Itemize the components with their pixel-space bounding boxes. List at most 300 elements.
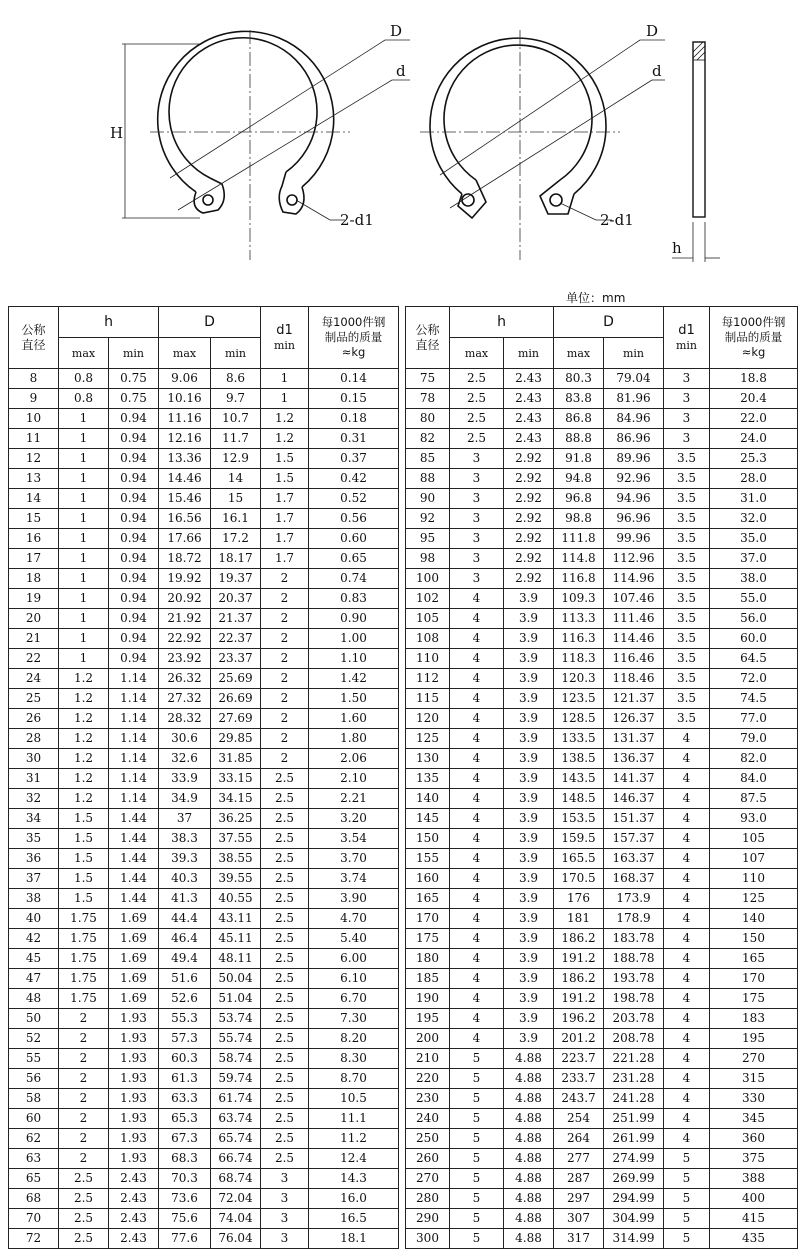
cell-h-max: 1 (59, 509, 109, 529)
cell-h-min: 1.14 (109, 749, 159, 769)
cell-D-max: 196.2 (554, 1009, 604, 1029)
cell-mass-per-1000: 38.0 (710, 569, 798, 589)
table-row (406, 1069, 798, 1089)
cell-D-min: 86.96 (604, 429, 664, 449)
cell-d1-min: 2 (261, 569, 309, 589)
right-ring-lug-right (540, 180, 574, 214)
cell-d1-min: 3 (261, 1189, 309, 1209)
cell-mass-per-1000: 6.10 (309, 969, 399, 989)
cell-d1-min: 1 (261, 389, 309, 409)
cell-d1-min: 4 (664, 949, 710, 969)
cell-h-max: 2.5 (59, 1209, 109, 1229)
table-row (9, 829, 399, 849)
cell-D-min: 107.46 (604, 589, 664, 609)
cell-h-min: 3.9 (504, 649, 554, 669)
cell-h-min: 1.14 (109, 789, 159, 809)
cell-D-min: 43.11 (211, 909, 261, 929)
cell-D-min: 14 (211, 469, 261, 489)
cell-D-min: 96.96 (604, 509, 664, 529)
cell-mass-per-1000: 6.70 (309, 989, 399, 1009)
table-row (406, 889, 798, 909)
cell-h-max: 5 (450, 1049, 504, 1069)
cell-h-max: 2 (59, 1089, 109, 1109)
table-row (406, 369, 798, 389)
header-mass-line3-right: ≈kg (741, 345, 766, 359)
cell-D-min: 251.99 (604, 1109, 664, 1129)
table-row (406, 389, 798, 409)
table-row (406, 409, 798, 429)
cell-mass-per-1000: 74.5 (710, 689, 798, 709)
cell-D-max: 15.46 (159, 489, 211, 509)
cell-D-max: 123.5 (554, 689, 604, 709)
header-h-min-right: min (504, 338, 554, 369)
cell-h-min: 3.9 (504, 1009, 554, 1029)
cell-d1-min: 3.5 (664, 629, 710, 649)
cell-h-max: 1 (59, 649, 109, 669)
header-D-min: min (211, 338, 261, 369)
cell-mass-per-1000: 195 (710, 1029, 798, 1049)
cell-h-max: 2.5 (450, 429, 504, 449)
cell-D-max: 41.3 (159, 889, 211, 909)
cell-D-max: 114.8 (554, 549, 604, 569)
cell-h-max: 1 (59, 629, 109, 649)
cell-D-min: 314.99 (604, 1229, 664, 1249)
cell-nominal-diameter: 175 (406, 929, 450, 949)
cell-h-min: 0.94 (109, 449, 159, 469)
right-ring-hole-left (462, 194, 474, 206)
cell-d1-min: 1.5 (261, 449, 309, 469)
cell-h-min: 2.92 (504, 449, 554, 469)
cell-D-min: 36.25 (211, 809, 261, 829)
cell-nominal-diameter: 34 (9, 809, 59, 829)
cell-h-max: 2 (59, 1109, 109, 1129)
cell-h-max: 1.2 (59, 709, 109, 729)
table-row (9, 449, 399, 469)
cell-D-min: 33.15 (211, 769, 261, 789)
cell-D-max: 233.7 (554, 1069, 604, 1089)
cell-D-max: 70.3 (159, 1169, 211, 1189)
cell-mass-per-1000: 84.0 (710, 769, 798, 789)
cell-h-min: 1.69 (109, 909, 159, 929)
cell-mass-per-1000: 11.1 (309, 1109, 399, 1129)
cell-D-max: 159.5 (554, 829, 604, 849)
cell-h-max: 3 (450, 509, 504, 529)
cell-h-max: 2 (59, 1129, 109, 1149)
cell-D-min: 10.7 (211, 409, 261, 429)
cell-nominal-diameter: 250 (406, 1129, 450, 1149)
cell-h-max: 1 (59, 589, 109, 609)
cell-D-max: 143.5 (554, 769, 604, 789)
cell-D-max: 201.2 (554, 1029, 604, 1049)
cell-h-max: 3 (450, 549, 504, 569)
cell-nominal-diameter: 25 (9, 689, 59, 709)
cell-D-max: 186.2 (554, 929, 604, 949)
cell-h-max: 4 (450, 649, 504, 669)
circlip-drawing-svg (0, 0, 800, 290)
cell-D-min: 274.99 (604, 1149, 664, 1169)
cell-D-min: 37.55 (211, 829, 261, 849)
cell-h-min: 1.93 (109, 1089, 159, 1109)
cell-d1-min: 4 (664, 1049, 710, 1069)
cell-h-max: 5 (450, 1069, 504, 1089)
cell-D-max: 128.5 (554, 709, 604, 729)
table-row (9, 609, 399, 629)
cell-h-max: 4 (450, 809, 504, 829)
cell-D-min: 203.78 (604, 1009, 664, 1029)
cell-h-max: 2 (59, 1149, 109, 1169)
cell-mass-per-1000: 0.60 (309, 529, 399, 549)
cell-mass-per-1000: 8.30 (309, 1049, 399, 1069)
table-row (406, 629, 798, 649)
cell-h-min: 0.94 (109, 569, 159, 589)
cell-D-min: 34.15 (211, 789, 261, 809)
cell-D-max: 67.3 (159, 1129, 211, 1149)
cell-nominal-diameter: 270 (406, 1169, 450, 1189)
cell-nominal-diameter: 160 (406, 869, 450, 889)
cell-D-min: 193.78 (604, 969, 664, 989)
cell-h-max: 3 (450, 489, 504, 509)
cell-h-max: 1 (59, 549, 109, 569)
table-row (406, 809, 798, 829)
header-mass-line2-right: 制品的质量 (724, 330, 783, 344)
table-row (406, 949, 798, 969)
cell-nominal-diameter: 280 (406, 1189, 450, 1209)
table-row (9, 589, 399, 609)
cell-h-max: 4 (450, 889, 504, 909)
right-ring-hole-right (550, 194, 562, 206)
cell-h-min: 3.9 (504, 929, 554, 949)
cell-D-min: 53.74 (211, 1009, 261, 1029)
cell-nominal-diameter: 52 (9, 1029, 59, 1049)
table-row (406, 849, 798, 869)
cell-h-min: 2.43 (109, 1169, 159, 1189)
cell-D-min: 261.99 (604, 1129, 664, 1149)
cell-mass-per-1000: 3.74 (309, 869, 399, 889)
cell-nominal-diameter: 24 (9, 669, 59, 689)
cell-h-min: 1.44 (109, 829, 159, 849)
spec-table-right-body (406, 369, 798, 1249)
table-row (406, 429, 798, 449)
table-row (9, 1169, 399, 1189)
cell-h-max: 4 (450, 689, 504, 709)
cell-d1-min: 3.5 (664, 529, 710, 549)
cell-d1-min: 4 (664, 869, 710, 889)
cell-D-min: 50.04 (211, 969, 261, 989)
cell-h-min: 3.9 (504, 869, 554, 889)
cell-D-max: 57.3 (159, 1029, 211, 1049)
cell-D-max: 18.72 (159, 549, 211, 569)
table-row (406, 689, 798, 709)
cell-mass-per-1000: 1.42 (309, 669, 399, 689)
header-nominal-line1: 公称 (21, 322, 46, 337)
cell-mass-per-1000: 0.42 (309, 469, 399, 489)
cell-D-max: 153.5 (554, 809, 604, 829)
cell-h-min: 4.88 (504, 1169, 554, 1189)
cell-d1-min: 3.5 (664, 649, 710, 669)
left-ring-hole-left (203, 195, 213, 205)
cell-D-max: 148.5 (554, 789, 604, 809)
cell-d1-min: 2.5 (261, 789, 309, 809)
cell-nominal-diameter: 145 (406, 809, 450, 829)
table-row (9, 789, 399, 809)
cell-D-max: 9.06 (159, 369, 211, 389)
cell-D-min: 51.04 (211, 989, 261, 1009)
cell-mass-per-1000: 82.0 (710, 749, 798, 769)
cell-h-max: 5 (450, 1229, 504, 1249)
header-h-max-right: max (450, 338, 504, 369)
cell-nominal-diameter: 16 (9, 529, 59, 549)
cell-mass-per-1000: 330 (710, 1089, 798, 1109)
cell-d1-min: 1.2 (261, 409, 309, 429)
cell-mass-per-1000: 32.0 (710, 509, 798, 529)
cell-d1-min: 3 (664, 429, 710, 449)
cell-h-max: 4 (450, 1009, 504, 1029)
cell-nominal-diameter: 56 (9, 1069, 59, 1089)
cell-h-max: 1.75 (59, 909, 109, 929)
table-row (9, 669, 399, 689)
cell-h-min: 3.9 (504, 809, 554, 829)
cell-h-min: 1.69 (109, 929, 159, 949)
cell-h-min: 0.94 (109, 509, 159, 529)
cell-h-min: 0.94 (109, 529, 159, 549)
cell-mass-per-1000: 270 (710, 1049, 798, 1069)
cell-d1-min: 2 (261, 629, 309, 649)
table-row (406, 469, 798, 489)
cell-d1-min: 4 (664, 1069, 710, 1089)
cell-h-max: 5 (450, 1109, 504, 1129)
cell-D-min: 45.11 (211, 929, 261, 949)
cell-D-max: 191.2 (554, 989, 604, 1009)
cell-nominal-diameter: 68 (9, 1189, 59, 1209)
cell-nominal-diameter: 12 (9, 449, 59, 469)
cell-h-min: 3.9 (504, 609, 554, 629)
cell-D-max: 287 (554, 1169, 604, 1189)
cell-h-min: 3.9 (504, 949, 554, 969)
cell-h-min: 0.94 (109, 629, 159, 649)
table-row (406, 769, 798, 789)
cell-h-max: 1 (59, 609, 109, 629)
cell-D-max: 13.36 (159, 449, 211, 469)
table-row (406, 1049, 798, 1069)
cell-mass-per-1000: 20.4 (710, 389, 798, 409)
cell-nominal-diameter: 180 (406, 949, 450, 969)
header-D-right: D (554, 307, 664, 338)
cell-D-min: 188.78 (604, 949, 664, 969)
table-row (406, 929, 798, 949)
cell-nominal-diameter: 210 (406, 1049, 450, 1069)
header-mass-line3: ≈kg (341, 345, 366, 359)
cell-h-min: 1.44 (109, 809, 159, 829)
cell-mass-per-1000: 1.80 (309, 729, 399, 749)
table-row (406, 1149, 798, 1169)
header-D-max-right: max (554, 338, 604, 369)
cell-d1-min: 4 (664, 1109, 710, 1129)
cell-h-min: 3.9 (504, 889, 554, 909)
cell-h-max: 4 (450, 949, 504, 969)
cell-nominal-diameter: 190 (406, 989, 450, 1009)
cell-D-min: 39.55 (211, 869, 261, 889)
cell-D-min: 40.55 (211, 889, 261, 909)
cell-D-min: 114.46 (604, 629, 664, 649)
cell-D-min: 58.74 (211, 1049, 261, 1069)
header-mass-right (710, 307, 798, 369)
cell-D-min: 178.9 (604, 909, 664, 929)
cell-h-min: 0.94 (109, 409, 159, 429)
cell-mass-per-1000: 16.5 (309, 1209, 399, 1229)
cell-h-max: 2.5 (450, 389, 504, 409)
cell-d1-min: 2.5 (261, 889, 309, 909)
cell-nominal-diameter: 8 (9, 369, 59, 389)
cell-D-min: 17.2 (211, 529, 261, 549)
cell-h-min: 2.43 (109, 1189, 159, 1209)
cell-h-max: 1.75 (59, 989, 109, 1009)
cell-h-max: 1.2 (59, 729, 109, 749)
cell-nominal-diameter: 13 (9, 469, 59, 489)
cell-D-max: 86.8 (554, 409, 604, 429)
cell-d1-min: 2.5 (261, 909, 309, 929)
cell-nominal-diameter: 15 (9, 509, 59, 529)
cell-D-max: 138.5 (554, 749, 604, 769)
cell-d1-min: 2 (261, 749, 309, 769)
cell-h-min: 3.9 (504, 1029, 554, 1049)
cell-h-min: 0.94 (109, 589, 159, 609)
cell-nominal-diameter: 240 (406, 1109, 450, 1129)
cell-d1-min: 4 (664, 849, 710, 869)
cell-mass-per-1000: 77.0 (710, 709, 798, 729)
cell-d1-min: 2.5 (261, 1109, 309, 1129)
cell-h-min: 0.94 (109, 549, 159, 569)
cell-D-min: 18.17 (211, 549, 261, 569)
cell-d1-min: 4 (664, 969, 710, 989)
cell-D-max: 191.2 (554, 949, 604, 969)
cell-mass-per-1000: 150 (710, 929, 798, 949)
header-D-min-right: min (604, 338, 664, 369)
table-row (406, 829, 798, 849)
cell-d1-min: 2.5 (261, 949, 309, 969)
cell-d1-min: 3 (664, 409, 710, 429)
cell-D-max: 22.92 (159, 629, 211, 649)
cell-mass-per-1000: 8.20 (309, 1029, 399, 1049)
table-row (9, 1009, 399, 1029)
header-d1-right (664, 307, 710, 369)
side-view-rect (693, 42, 705, 217)
cell-mass-per-1000: 10.5 (309, 1089, 399, 1109)
table-row (406, 589, 798, 609)
cell-nominal-diameter: 92 (406, 509, 450, 529)
cell-nominal-diameter: 78 (406, 389, 450, 409)
cell-D-max: 116.3 (554, 629, 604, 649)
spec-table-left-body (9, 369, 399, 1249)
table-row (406, 509, 798, 529)
cell-mass-per-1000: 56.0 (710, 609, 798, 629)
cell-h-max: 3 (450, 569, 504, 589)
cell-D-min: 84.96 (604, 409, 664, 429)
table-row (406, 449, 798, 469)
cell-h-min: 1.44 (109, 889, 159, 909)
cell-mass-per-1000: 1.60 (309, 709, 399, 729)
table-row (9, 1109, 399, 1129)
cell-h-max: 4 (450, 909, 504, 929)
cell-D-max: 68.3 (159, 1149, 211, 1169)
table-row (9, 1209, 399, 1229)
table-row (9, 369, 399, 389)
label-H: H (110, 124, 124, 142)
cell-mass-per-1000: 64.5 (710, 649, 798, 669)
cell-h-max: 4 (450, 609, 504, 629)
cell-mass-per-1000: 22.0 (710, 409, 798, 429)
cell-mass-per-1000: 360 (710, 1129, 798, 1149)
cell-h-min: 1.14 (109, 689, 159, 709)
table-row (9, 1229, 399, 1249)
table-row (406, 1089, 798, 1109)
cell-D-min: 157.37 (604, 829, 664, 849)
cell-nominal-diameter: 45 (9, 949, 59, 969)
table-row (406, 969, 798, 989)
cell-D-min: 151.37 (604, 809, 664, 829)
cell-h-max: 4 (450, 969, 504, 989)
cell-nominal-diameter: 31 (9, 769, 59, 789)
table-row (9, 429, 399, 449)
side-view-hatch (693, 42, 705, 60)
table-row (9, 1049, 399, 1069)
cell-nominal-diameter: 220 (406, 1069, 450, 1089)
table-row (9, 1189, 399, 1209)
cell-D-max: 44.4 (159, 909, 211, 929)
cell-D-min: 65.74 (211, 1129, 261, 1149)
cell-d1-min: 4 (664, 809, 710, 829)
cell-D-max: 73.6 (159, 1189, 211, 1209)
cell-nominal-diameter: 165 (406, 889, 450, 909)
cell-d1-min: 5 (664, 1189, 710, 1209)
cell-nominal-diameter: 120 (406, 709, 450, 729)
cell-h-min: 3.9 (504, 969, 554, 989)
cell-h-max: 1.5 (59, 849, 109, 869)
cell-D-max: 32.6 (159, 749, 211, 769)
cell-nominal-diameter: 18 (9, 569, 59, 589)
cell-d1-min: 3 (261, 1169, 309, 1189)
cell-h-min: 4.88 (504, 1089, 554, 1109)
cell-nominal-diameter: 42 (9, 929, 59, 949)
cell-h-min: 3.9 (504, 829, 554, 849)
cell-nominal-diameter: 60 (9, 1109, 59, 1129)
cell-nominal-diameter: 10 (9, 409, 59, 429)
cell-mass-per-1000: 388 (710, 1169, 798, 1189)
cell-h-min: 3.9 (504, 709, 554, 729)
cell-nominal-diameter: 20 (9, 609, 59, 629)
cell-h-max: 4 (450, 869, 504, 889)
cell-h-min: 1.44 (109, 869, 159, 889)
cell-D-min: 9.7 (211, 389, 261, 409)
header-d1-label-right: d1 (678, 322, 695, 338)
cell-h-max: 1.5 (59, 809, 109, 829)
table-row (406, 869, 798, 889)
cell-D-max: 17.66 (159, 529, 211, 549)
cell-d1-min: 2 (261, 609, 309, 629)
cell-d1-min: 2.5 (261, 1069, 309, 1089)
cell-h-min: 2.92 (504, 569, 554, 589)
cell-D-max: 40.3 (159, 869, 211, 889)
cell-nominal-diameter: 40 (9, 909, 59, 929)
cell-D-max: 65.3 (159, 1109, 211, 1129)
table-row (406, 529, 798, 549)
cell-mass-per-1000: 1.00 (309, 629, 399, 649)
cell-h-max: 3 (450, 529, 504, 549)
cell-mass-per-1000: 72.0 (710, 669, 798, 689)
cell-d1-min: 2.5 (261, 829, 309, 849)
table-row (9, 1069, 399, 1089)
cell-h-max: 0.8 (59, 369, 109, 389)
cell-D-min: 89.96 (604, 449, 664, 469)
